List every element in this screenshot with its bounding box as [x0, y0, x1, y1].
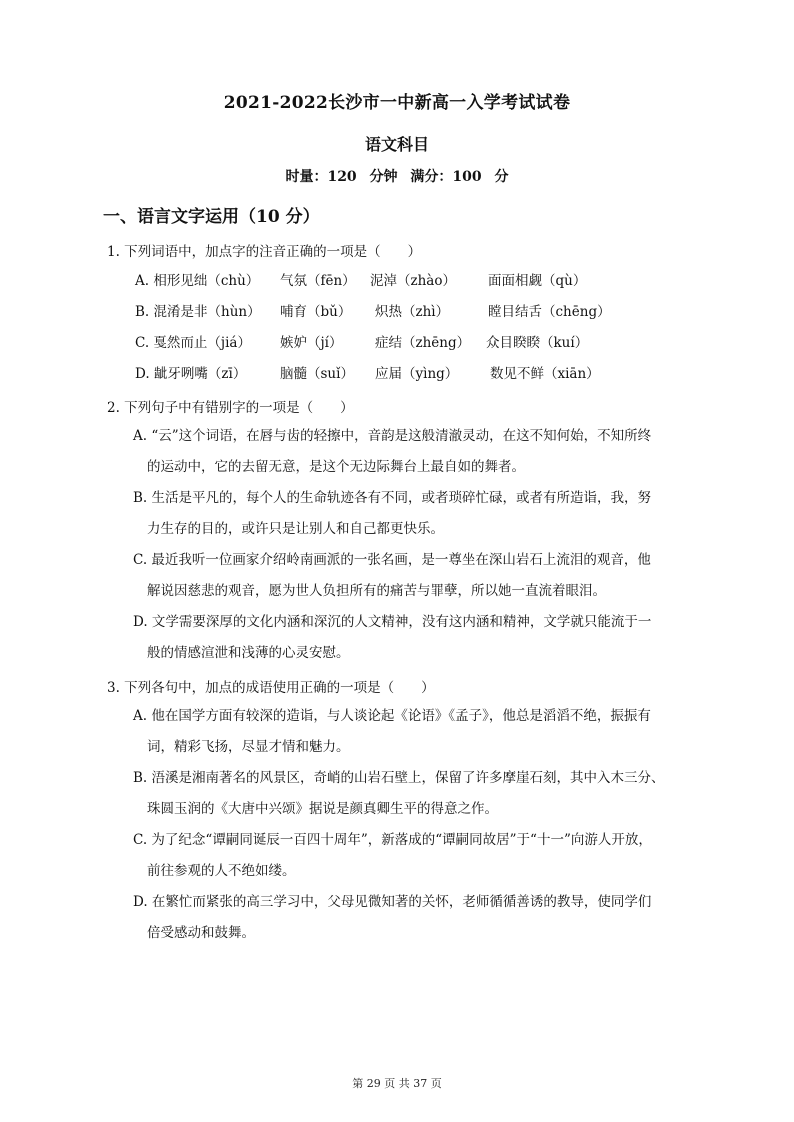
q3-option-a: A. 他在国学方面有较深的造诣，与人谈论起《论语》《孟子》，他总是滔滔不绝，振振有 词，精彩飞扬，尽显才情和魅力。 [133, 708, 651, 755]
q2-option-c: C. 最近我听一位画家介绍岭南画派的一张名画，是一尊坐在深山岩石上流泪的观音，他 解说因慈悲的观音，愿为世人负担所有的痛苦与罪孽，所以她一直流着眼泪。 [133, 552, 651, 599]
question-2-stem: 2. 下列句子中有错别字的一项是（ ） [107, 400, 354, 416]
exam-subject: 语文科目 [364, 135, 429, 154]
page-number: 第 29 页 共 37 页 [352, 1077, 442, 1090]
q3-option-c: C. 为了纪念“谭嗣同诞辰一百四十周年”，新落成的“谭嗣同故居”于“十一”向游人开放， 前往参观的人不绝如缕。 [133, 832, 652, 879]
q3-option-b: B. 浯溪是湘南著名的风景区，奇峭的山岩石壁上，保留了许多摩崖石刻，其中入木三分、 珠圆玉润的《大唐中兴颂》据说是颜真卿生平的得意之作。 [133, 770, 665, 817]
section-heading: 一、语言文字运用（10 分） [103, 207, 320, 227]
exam-title: 2021-2022长沙市一中新高一入学考试试卷 [223, 93, 571, 113]
q2-option-d: D. 文学需要深厚的文化内涵和深沉的人文精神，没有这内涵和精神，文学就只能流于一 般的情感渲泄和浅薄的心灵安慰。 [133, 614, 652, 661]
q2-option-a: A. “云”这个词语，在唇与齿的轻擦中，音韵是这般清澈灵动，在这不知何始，不知所终 的运动中，它的去留无意，是这个无边际舞台上最自如的舞者。 [133, 428, 652, 475]
exam-time-info: 时量：120 分钟 满分：100 分 [285, 169, 509, 185]
question-3-stem: 3. 下列各句中，加点的成语使用正确的一项是（ ） [107, 680, 435, 696]
q2-option-b: B. 生活是平凡的，每个人的生命轨迹各有不同，或者琐碎忙碌，或者有所造诣，我，努 力生存的目的，或许只是让别人和自己都更快乐。 [133, 490, 652, 537]
q3-option-d: D. 在繁忙而紧张的高三学习中，父母见微知著的关怀，老师循循善诱的教导，使同学们 倍受感动和鼓舞。 [133, 894, 652, 941]
question-1-stem: 1. 下列词语中，加点字的注音正确的一项是（ ） [107, 244, 422, 260]
